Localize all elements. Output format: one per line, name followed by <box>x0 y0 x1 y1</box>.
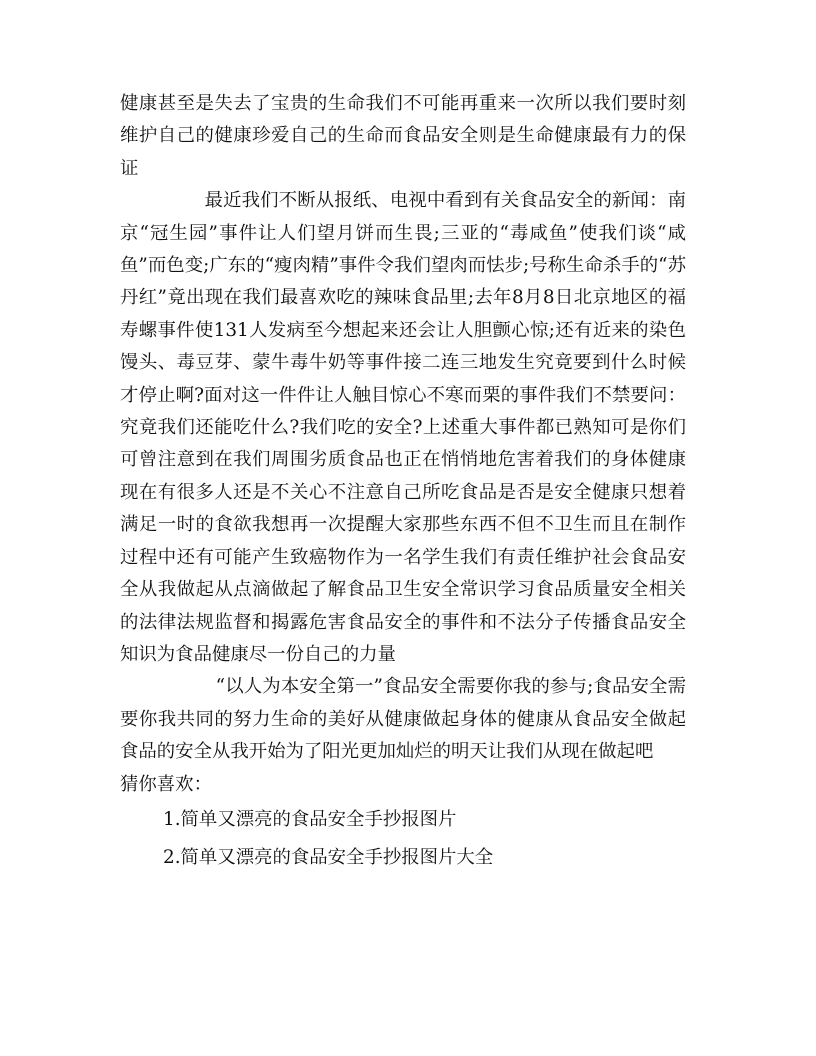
document-page <box>120 88 686 877</box>
related-link[interactable]: 2.简单又漂亮的食品安全手抄报图片大全 <box>163 846 494 868</box>
paragraph-intro: 健康甚至是失去了宝贵的生命我们不可能再重来一次所以我们要时刻维护自己的健康珍爱自己的生命而食品安全则是生命健康最有力的保证 <box>120 93 686 179</box>
related-list <box>120 801 686 877</box>
paragraph-news: 最近我们不断从报纸、电视中看到有关食品安全的新闻：南京“冠生园”事件让人们望月饼而生畏;三亚的“毒咸鱼”使我们谈“咸鱼”而色变;广东的“瘦肉精”事件令我们望肉而怯步;号称生命杀手的“苏丹红”竟出现在我们最喜欢吃的辣味食品里;去年8月8日北京地区的福寿螺事件使131人发病至今想起来还会让人胆颤心惊;还有近来的染色馒头、毒豆芽、蒙牛毒牛奶等事件接二连三地发生究竟要到什么时候才停止啊?面对这一件件让人触目惊心不寒而栗的事件我们不禁要问：究竟我们还能吃什么?我们吃的安全?上述重大事件都已熟知可是你们可曾注意到在我们周围劣质食品也正在悄悄地危害着我们的身体健康现在有很多人还是不关心不注意自己所吃食品是否是安全健康只想着满足一时的食欲我想再一次提醒大家那些东西不但不卫生而且在制作过程中还有可能产生致癌物作为一名学生我们有责任维护社会食品安全从我做起从点滴做起了解食品卫生安全常识学习食品质量安全相关的法律法规监督和揭露危害食品安全的事件和不法分子传播食品安全知识为食品健康尽一份自己的力量 <box>120 190 686 665</box>
paragraph-slogan: “以人为本安全第一”食品安全需要你我的参与;食品安全需要你我共同的努力生命的美好从健康做起身体的健康从食品安全做起食品的安全从我开始为了阳光更加灿烂的明天让我们从现在做起吧 <box>120 676 686 763</box>
related-link[interactable]: 1.简单又漂亮的食品安全手抄报图片 <box>163 808 457 830</box>
related-heading: 猜你喜欢： <box>120 773 212 795</box>
